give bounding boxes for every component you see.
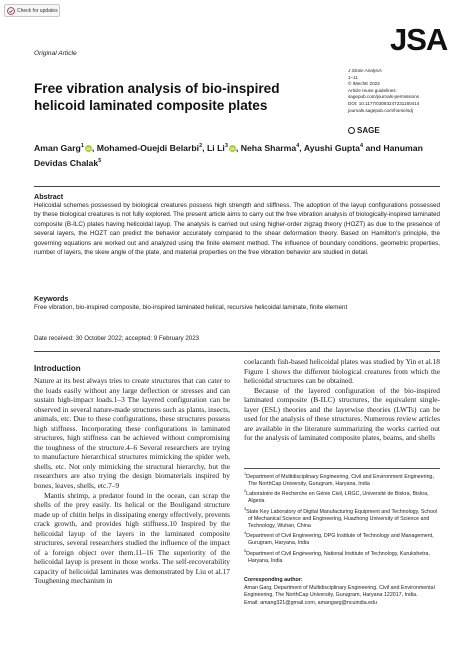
affiliation-item bbox=[244, 530, 440, 547]
author-affiliation-mark: 3 bbox=[224, 143, 228, 149]
publisher-logo bbox=[348, 126, 380, 135]
author-name[interactable]: Ayushi Gupta bbox=[303, 142, 360, 153]
author-name[interactable]: Li Li bbox=[206, 142, 225, 153]
author-affiliation-mark: 4 bbox=[296, 143, 300, 149]
corresponding-author-heading: Corresponding author: bbox=[244, 577, 303, 583]
affiliation-number: 4 bbox=[244, 531, 247, 536]
journal-copyright: © IMechE 2023 bbox=[348, 81, 380, 87]
publisher-name: SAGE bbox=[357, 126, 380, 135]
check-for-updates-label: Check for updates bbox=[17, 7, 58, 14]
author-name[interactable]: Aman Garg bbox=[34, 142, 81, 153]
sage-mark-icon bbox=[348, 127, 355, 134]
journal-info-block bbox=[348, 68, 419, 114]
affiliations-list bbox=[244, 471, 440, 565]
author-separator: , bbox=[91, 142, 97, 153]
journal-pages: 1–11 bbox=[348, 74, 358, 80]
date-received-accepted: Date received: 30 October 2022; accepted: 9 February 2023 bbox=[34, 335, 200, 342]
author-name[interactable]: Mohamed-Ouejdi Belarbi bbox=[96, 142, 200, 153]
introduction-paragraph: Nature at its best always tries to create structures that can cater to the loads easily without any large deflection or stresses and can sustain high-impact loads.1–3 The layered configuration can be observed in several nature-made structures such as plants, insects, animals, etc. Due to these configurations, these structures possess high stiffness. Incorporating these configurations in laminated structures, high stiffness can be achieved without compromising the toughness of the structure.4–6 Several researchers are trying to manufacture hierarchical structures mimicking the spider web, shells, etc. Not only mimicking the structural hierarchy, but the researchers are also trying the design biomaterials inspired by bones, leaves, shells, etc.7–9 bbox=[34, 376, 230, 491]
introduction-heading: Introduction bbox=[34, 364, 81, 373]
journal-name: J Strain Analysis bbox=[348, 68, 382, 73]
author-affiliation-mark: 2 bbox=[199, 143, 203, 149]
affiliation-item bbox=[244, 488, 440, 505]
affiliation-number: 5 bbox=[244, 548, 247, 553]
abstract-top-rule bbox=[34, 186, 440, 187]
affiliation-number: 3 bbox=[244, 506, 247, 511]
affiliation-text: State Key Laboratory of Digital Manufacturing Equipment and Technology, School of Mechanical Science and Engineering, Huazhong University of Science and Technology, Wuhan, China bbox=[246, 508, 438, 530]
orcid-icon[interactable]: iD bbox=[230, 145, 235, 151]
author-affiliation-mark: 1 bbox=[80, 143, 84, 149]
doi-link[interactable]: DOI: 10.1177/03093247231160414 bbox=[348, 100, 420, 106]
affiliation-text: Laboratoire de Recherche en Génie Civil, LRGC, Université de Biskra, Biskra, Algeria bbox=[246, 491, 429, 505]
corresponding-email[interactable]: Email: amang321@gmail.com, amangarg@ncuindia.edu bbox=[244, 599, 377, 606]
journal-logo: JSA bbox=[390, 22, 448, 57]
article-type-label: Original Article bbox=[34, 50, 77, 57]
author-separator: and bbox=[363, 142, 384, 153]
dates-bottom-rule bbox=[34, 351, 440, 352]
check-for-updates-badge[interactable] bbox=[4, 4, 60, 17]
affiliations-rule bbox=[244, 468, 440, 469]
orcid-icon[interactable]: iD bbox=[86, 145, 91, 151]
affiliation-number: 1 bbox=[244, 472, 247, 476]
introduction-left-column bbox=[34, 376, 230, 586]
introduction-paragraph: Because of the layered configuration of the bio-inspired laminated composite (B-ILC) structures, the equivalent single-layer (ESL) theories and the layerwise theories (LWTs) can be used for the analysis of these structures. Numerous review articles are available in the literature summarizing the works carried out for the analysis of laminated composite plates, beams, and shells bbox=[244, 385, 440, 443]
affiliation-text: Department of Civil Engineering, National Institute of Technology, Kurukshetra, Haryana, India bbox=[246, 550, 430, 564]
author-separator: , bbox=[299, 142, 304, 153]
corresponding-address: Aman Garg, Department of Multidisciplinary Engineering, Civil and Environmental Engineering, The NorthCap University, Gurugram, Haryana 122017, India. bbox=[244, 585, 435, 599]
abstract-heading: Abstract bbox=[34, 192, 64, 201]
corresponding-author-details bbox=[244, 585, 440, 607]
affiliation-item bbox=[244, 471, 440, 488]
affiliation-text: Department of Civil Engineering, DPG Institute of Technology and Management, Gurugram, Haryana, India bbox=[246, 533, 434, 547]
introduction-right-column bbox=[244, 357, 440, 443]
journal-reuse: Article reuse guidelines: bbox=[348, 87, 397, 93]
keywords-heading: Keywords bbox=[34, 294, 69, 303]
article-title: Free vibration analysis of bio-inspired helicoid laminated composite plates bbox=[34, 81, 280, 113]
keywords-text: Free vibration, bio-inspired composite, bio-inspired laminated helical, recursive helicoidal laminate, finite element bbox=[34, 304, 348, 311]
author-separator: , bbox=[202, 142, 207, 153]
author-list bbox=[34, 140, 454, 170]
author-affiliation-mark: 5 bbox=[98, 157, 102, 164]
introduction-paragraph: coelacanth fish-based helicoidal plates was studied by Yin et al.18 Figure 1 shows the different biological creatures from which the helicoidal structures can be obtained. bbox=[244, 357, 440, 386]
affiliation-number: 2 bbox=[244, 489, 247, 494]
affiliation-item bbox=[244, 506, 440, 531]
update-icon bbox=[7, 7, 15, 15]
journal-home-link[interactable]: journals.sagepub.com/home/sdj bbox=[348, 107, 413, 113]
permissions-link[interactable]: sagepub.com/journals-permissions bbox=[348, 94, 419, 100]
author-separator: , bbox=[235, 142, 241, 153]
author-name[interactable]: Neha Sharma bbox=[240, 142, 297, 153]
author-affiliation-mark: 4 bbox=[359, 143, 364, 149]
abstract-text: Helicoidal schemes possessed by biological creatures possess high strength and stiffness. The adoption of the layup configurations possessed by these biological creatures is not fully explored. The present article aims to carry out the free vibration analysis of biologically-inspired laminated composite (B-ILC) plates having helicoidal layup. The analysis is carried out using higher-order zigzag theory (HOZT) as due to the presence of several layers, the HOZT can predict the behavior accurately compared to the shear deformation theory. Based on Hamilton's principle, the governing equations are worked out and analyzed using the finite element method. The influence of boundary conditions, geometric properties, number of layers, the skew angle of the plate, and material properties on the free vibration behavior are studied in detail. bbox=[34, 202, 440, 257]
author-name[interactable]: Hanuman Devidas Chalak bbox=[34, 142, 423, 168]
affiliation-text: Department of Multidisciplinary Engineering, Civil and Environment Engineering, The NorthCap University, Gurugram, Haryana, India bbox=[246, 473, 434, 488]
affiliation-item bbox=[244, 548, 440, 565]
introduction-paragraph: Mantis shrimp, a predator found in the ocean, can scrap the shells of the prey easily. Its helical or the Bouligand structure made up of chitin helps in dissipating energy effectively, prevents crack growth, and provides high stiffness.10 Inspired by the helicoidal layup of the layers in the laminated composite structures, several researchers studied the influence of the impact of a foreign object over them.11–16 The superiority of the helicoidal layup is present in those works. The self-recoverability capacity of helicoidal laminates was demonstrated by Liu et al.17 Toughening mechanism in bbox=[34, 490, 230, 586]
